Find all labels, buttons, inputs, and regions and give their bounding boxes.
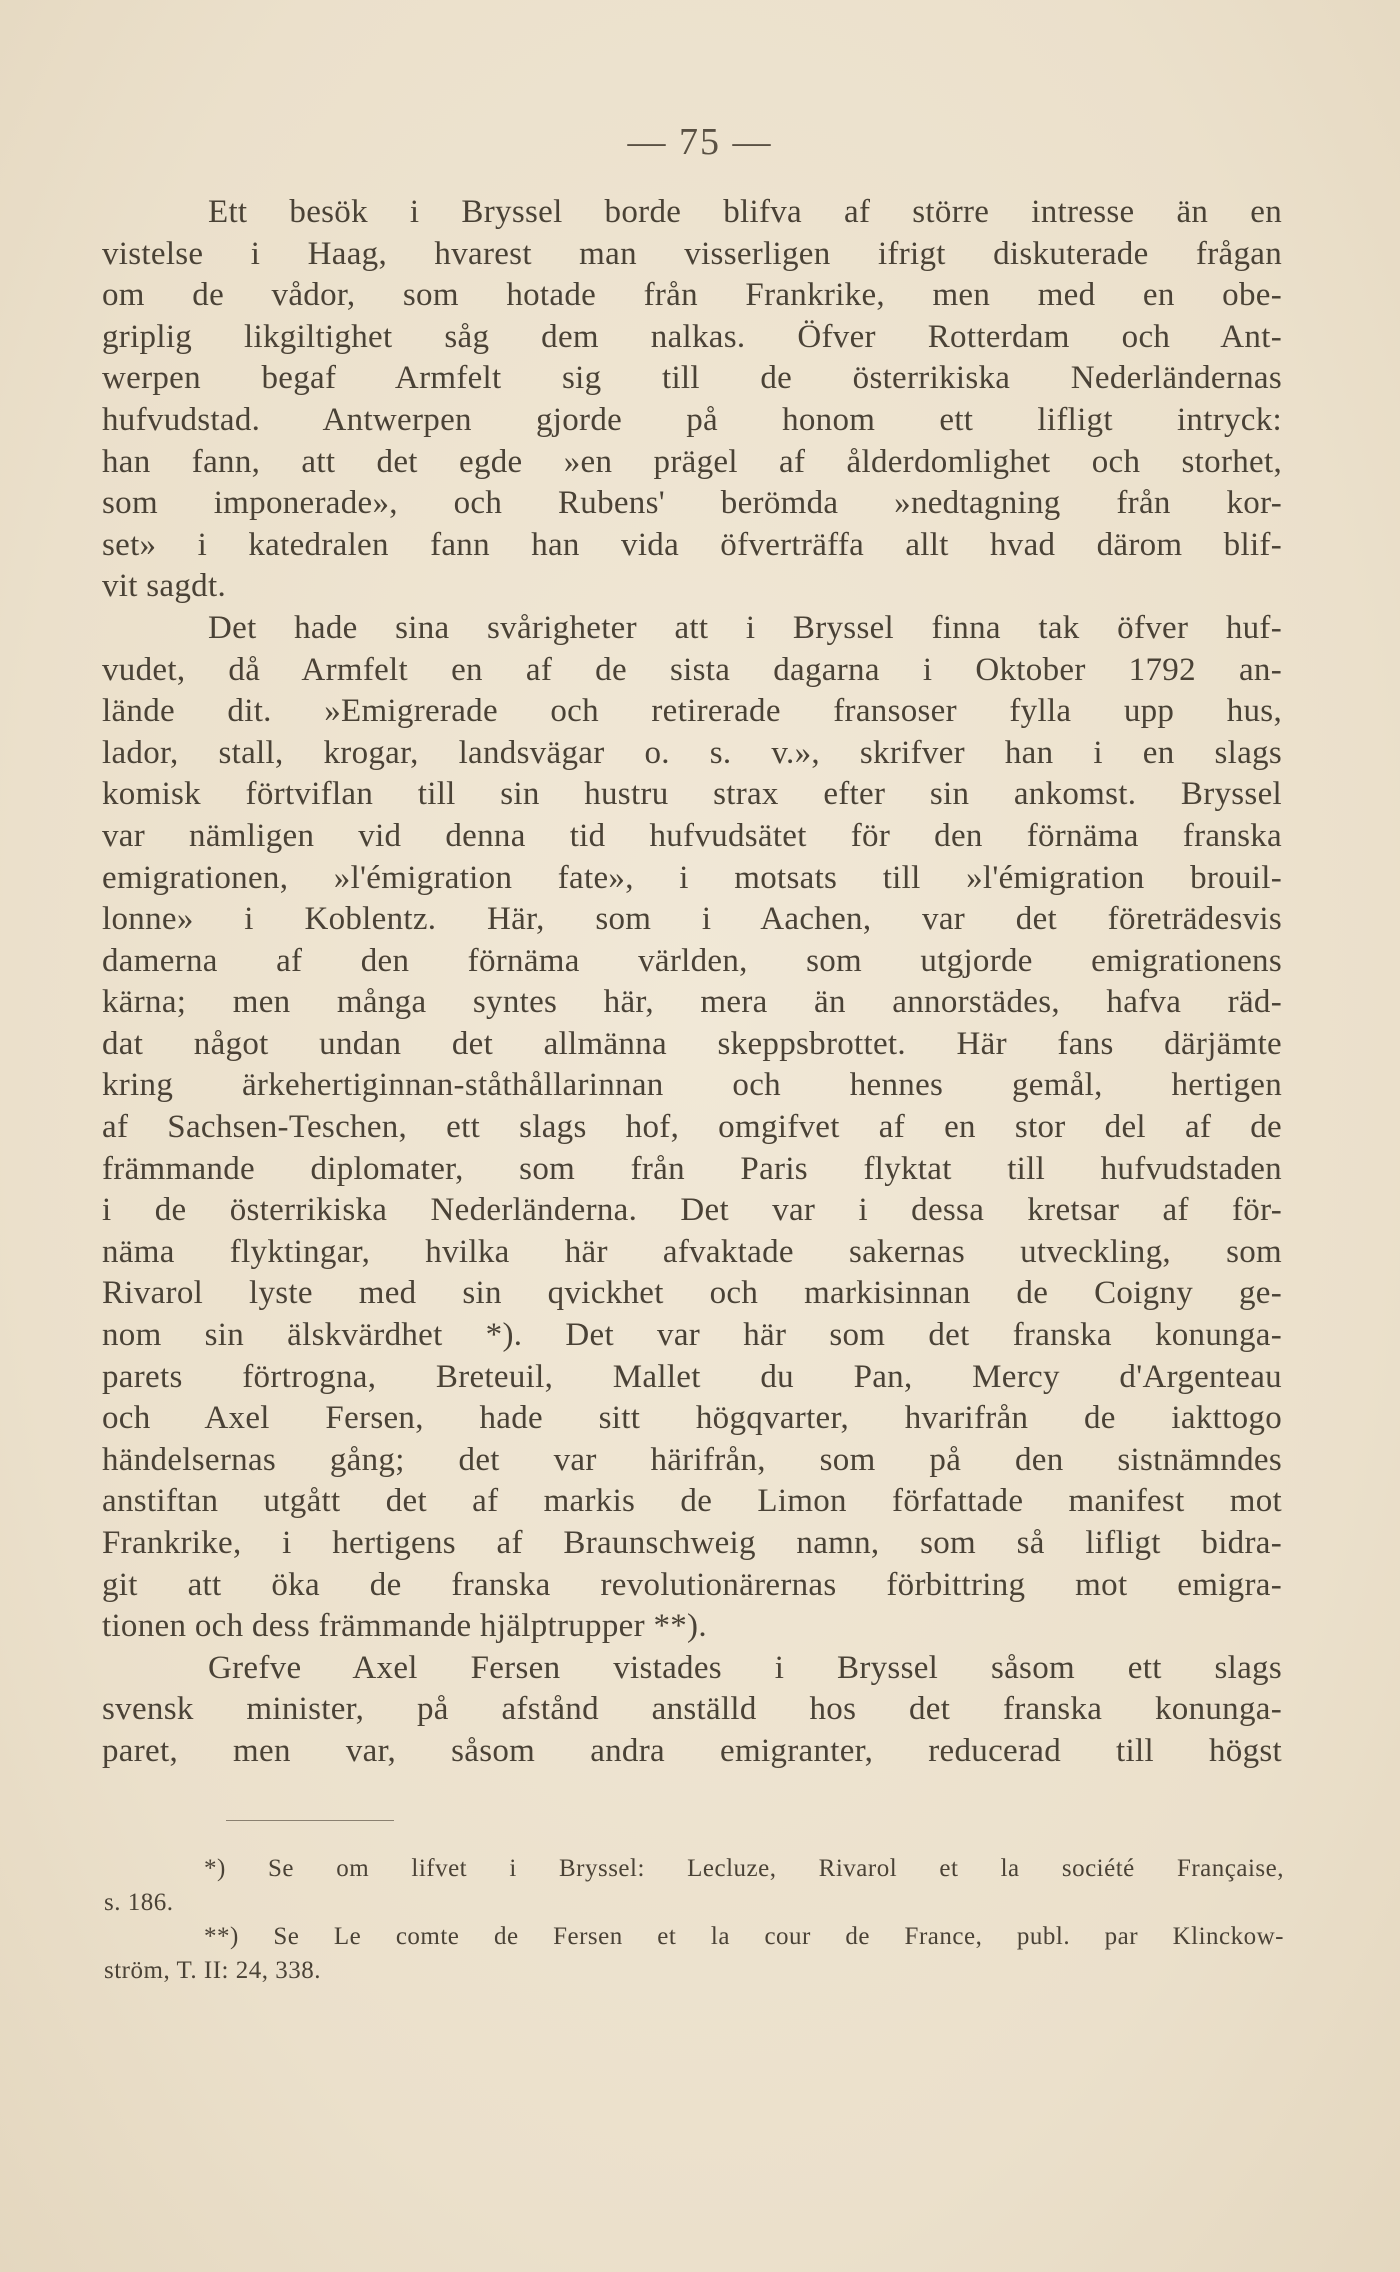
text-line: vit sagdt.	[102, 568, 226, 605]
text-line: främmande diplomater, som från Paris flyktat till hufvudstaden	[102, 1150, 1282, 1187]
text-line: Frankrike, i hertigens af Braunschweig namn, som så lifligt bidra-	[102, 1525, 1282, 1561]
text-line: griplig likgiltighet såg dem nalkas. Öfver Rotterdam och Ant-	[102, 318, 1282, 355]
text-line: emigrationen, »l'émigration fate», i motsats till »l'émigration brouil-	[102, 859, 1282, 896]
text-line: hufvudstad. Antwerpen gjorde på honom ett lifligt intryck:	[102, 401, 1282, 438]
text-line: nom sin älskvärdhet *). Det var här som det franska konunga-	[102, 1317, 1282, 1354]
text-line: i de österrikiska Nederländerna. Det var i dessa kretsar af för-	[102, 1192, 1282, 1229]
text-line: händelsernas gång; det var härifrån, som på den sistnämndes	[102, 1441, 1282, 1478]
text-line: han fann, att det egde »en prägel af ålderdomlighet och storhet,	[102, 443, 1282, 480]
text-line: tionen och dess främmande hjälptrupper **).	[102, 1608, 707, 1645]
text-line: paret, men var, såsom andra emigranter, reducerad till högst	[102, 1732, 1282, 1769]
text-line: kring ärkehertiginnan-ståthållarinnan och hennes gemål, hertigen	[102, 1067, 1282, 1104]
footnote-divider	[226, 1820, 394, 1821]
text-line: Rivarol lyste med sin qvickhet och markisinnan de Coigny ge-	[102, 1275, 1282, 1312]
text-line: vudet, då Armfelt en af de sista dagarna i Oktober 1792 an-	[102, 651, 1282, 688]
text-line: parets förtrogna, Breteuil, Mallet du Pan, Mercy d'Argenteau	[102, 1358, 1282, 1395]
text-line: dat något undan det allmänna skeppsbrottet. Här fans därjämte	[102, 1025, 1282, 1062]
text-line: damerna af den förnäma världen, som utgjorde emigrationens	[102, 942, 1282, 979]
text-line: komisk förtviflan till sin hustru strax efter sin ankomst. Bryssel	[102, 776, 1282, 813]
text-line: vistelse i Haag, hvarest man visserligen ifrigt diskuterade frågan	[102, 235, 1282, 272]
text-line: lände dit. »Emigrerade och retirerade fransoser fylla upp hus,	[102, 693, 1282, 730]
text-line: om de vådor, som hotade från Frankrike, men med en obe-	[102, 277, 1282, 314]
text-line: git att öka de franska revolutionärernas förbittring mot emigra-	[102, 1566, 1282, 1603]
footnotes	[104, 1852, 1284, 1988]
text-line: set» i katedralen fann han vida öfverträffa allt hvad därom blif-	[102, 526, 1282, 563]
text-line: Det hade sina svårigheter att i Bryssel finna tak öfver huf-	[208, 609, 1282, 646]
text-line: Grefve Axel Fersen vistades i Bryssel såsom ett slags	[208, 1649, 1282, 1686]
footnote-line: **) Se Le comte de Fersen et la cour de France, publ. par Klinckow-	[204, 1923, 1284, 1950]
text-line: anstiftan utgått det af markis de Limon författade manifest mot	[102, 1483, 1282, 1520]
text-line: lador, stall, krogar, landsvägar o. s. v.», skrifver han i en slags	[102, 734, 1282, 771]
text-line: svensk minister, på afstånd anställd hos det franska konunga-	[102, 1691, 1282, 1728]
text-line: af Sachsen-Teschen, ett slags hof, omgifvet af en stor del af de	[102, 1109, 1282, 1146]
text-line: werpen begaf Armfelt sig till de österrikiska Nederländernas	[102, 360, 1282, 397]
text-line: och Axel Fersen, hade sitt högqvarter, hvarifrån de iakttogo	[102, 1400, 1282, 1437]
text-line: var nämligen vid denna tid hufvudsätet för den förnäma franska	[102, 817, 1282, 854]
text-line: näma flyktingar, hvilka här afvaktade sakernas utveckling, som	[102, 1233, 1282, 1270]
text-line: Ett besök i Bryssel borde blifva af större intresse än en	[208, 194, 1282, 230]
text-line: kärna; men många syntes här, mera än annorstädes, hafva räd-	[102, 984, 1282, 1021]
footnote-line: s. 186.	[104, 1889, 174, 1916]
body-text	[102, 192, 1282, 1773]
footnote-line: *) Se om lifvet i Bryssel: Lecluze, Rivarol et la société Française,	[204, 1855, 1284, 1882]
footnote-line: ström, T. II: 24, 338.	[104, 1957, 322, 1984]
page-number: — 75 —	[627, 121, 773, 163]
text-line: som imponerade», och Rubens' berömda »nedtagning från kor-	[102, 485, 1282, 522]
text-line: lonne» i Koblentz. Här, som i Aachen, var det företrädesvis	[102, 901, 1282, 938]
